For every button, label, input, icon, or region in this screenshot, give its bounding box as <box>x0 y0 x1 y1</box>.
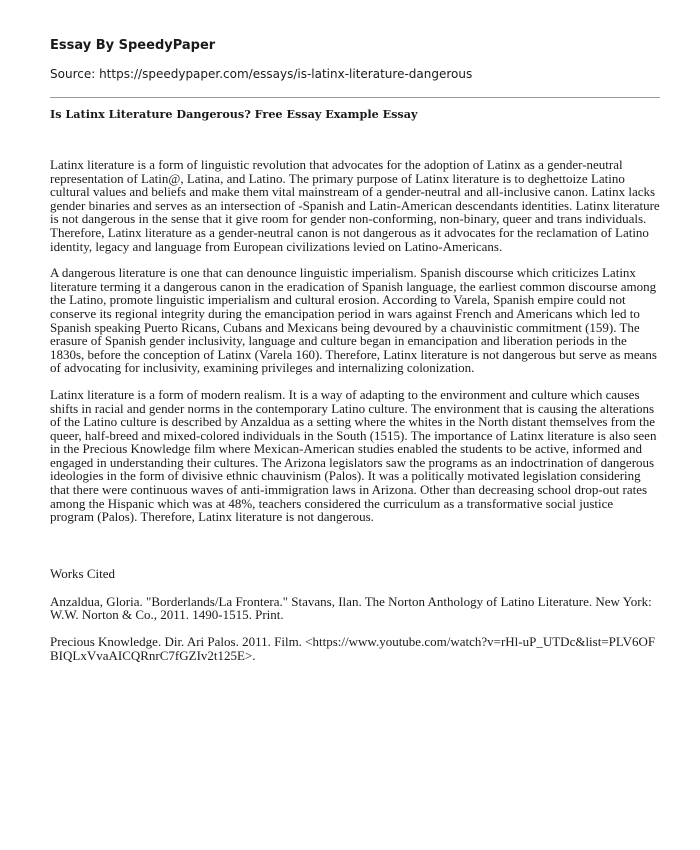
paragraph-2: A dangerous literature is one that can denounce linguistic imperialism. Spanish discourse which criticizes Latinx literature terming it a dangerous canon in the eradication of Spanish language, the earliest common discourse among the Latino, promote linguistic imperialism and cultural erosion. According to Varela, Spanish empire could not conserve its regional integrity during the emancipation period in wars against French and Americans which led to Spanish speaking Puerto Ricans, Cubans and Mexicans being devoured by a chauvinistic commitment (159). The erasure of Spanish gender inclusivity, language and culture began in emancipation and liberation periods in the 1830s, before the conception of Latinx (Varela 160). Therefore, Latinx literature is not dangerous but serve as means of advocating for inclusivity, examining privileges and internalizing colonization. <box>50 265 657 376</box>
essay-page <box>50 38 660 662</box>
citation-precious-knowledge: Precious Knowledge. Dir. Ari Palos. 2011. Film. <https://www.youtube.com/watch?v=rHl-uP_UTDc&list=PLV6OFBIQLxVvaAICQRnrC7fGZIv2t125E>. <box>50 634 656 663</box>
citation-anzaldua: Anzaldua, Gloria. "Borderlands/La Frontera." Stavans, Ilan. The Norton Anthology of Latino Literature. New York: W.W. Norton & Co., 2011. 1490-1515. Print. <box>50 593 652 623</box>
essay-title: Is Latinx Literature Dangerous? Free Essay Example Essay <box>50 107 418 121</box>
source-line: Source: https://speedypaper.com/essays/is-latinx-literature-dangerous <box>50 67 473 81</box>
works-cited-heading: Works Cited <box>50 565 116 581</box>
paragraph-1: Latinx literature is a form of linguistic revolution that advocates for the adoption of Latinx as a gender-neutral representation of Latin@, Latina, and Latino. The primary purpose of Latinx literature is to deghettoize Latino cultural values and beliefs and make them vital mainstream of a gender-neutral and all-inclusive canon. Latinx lacks gender binaries and serves as an intersection of -Spanish and Latin-American descendants identities. Latinx literature is not dangerous in the sense that it give room for gender non-conforming, non-binary, queer and trans individuals. Therefore, Latinx literature as a gender-neutral canon is not dangerous as it advocates for the reclamation of Latino identity, legacy and language from European civilizations levied on Latino-Americans. <box>50 157 660 254</box>
essay-body <box>50 158 660 524</box>
paragraph-3: Latinx literature is a form of modern realism. It is a way of adapting to the environment and culture which causes shifts in racial and gender norms in the contemporary Latino culture. The environment that is causing the alterations of the Latino culture is described by Anzaldua as a setting where the whites in the North distant themselves from the queer, half-breed and mixed-colored individuals in the South (1515). The importance of Latinx literature is also seen in the Precious Knowledge film where Mexican-American studies enabled the students to be active, informed and engaged in understanding their cultures. The Arizona legislators saw the programs as an indoctrination of dangerous ideologies in the form of divisive ethnic chauvinism (Palos). It was a politically motivated legislation considering that there were continuous waves of anti-immigration laws in Arizona. Other than decreasing school drop-out rates among the Hispanic which was at 48%, teachers considered the curriculum as a transformative social justice program (Palos). Therefore, Latinx literature is not dangerous. <box>50 386 657 525</box>
brand-title: Essay By SpeedyPaper <box>50 38 216 53</box>
header-divider <box>50 97 660 98</box>
